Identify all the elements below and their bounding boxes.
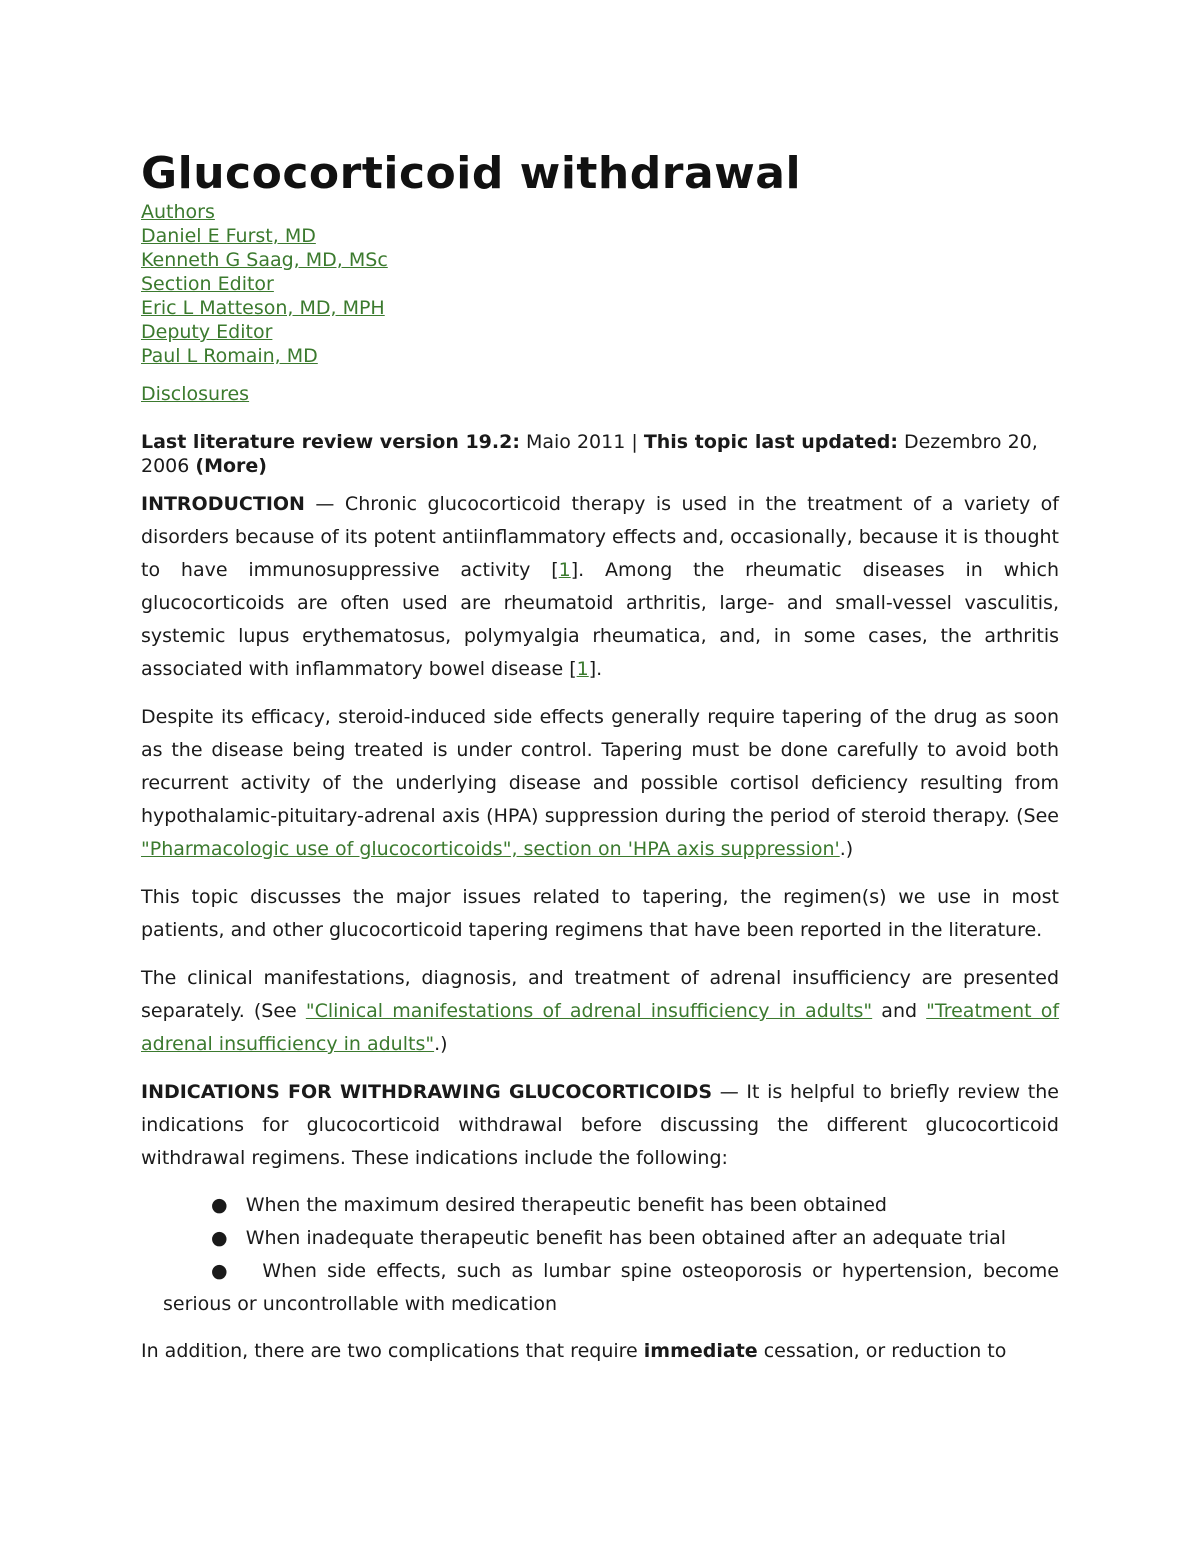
list-item bbox=[141, 1189, 1059, 1222]
adrenal-paragraph bbox=[141, 962, 1059, 1061]
indications-paragraph bbox=[141, 1076, 1059, 1175]
intro-paragraph bbox=[141, 488, 1059, 686]
intro-text: Chronic glucocorticoid therapy is used in the treatment of a variety of disorders because of its potent antiinflammatory effects and, occasionally, because it is thought to have immunosuppressive activity [ bbox=[141, 493, 1059, 581]
hpa-suppression-link[interactable]: "Pharmacologic use of glucocorticoids", section on 'HPA axis suppression' bbox=[141, 838, 840, 860]
bullet-icon: ● bbox=[211, 1194, 228, 1216]
editor-romain-link[interactable]: Paul L Romain, MD bbox=[141, 345, 318, 367]
indications-list bbox=[141, 1189, 1059, 1321]
emphasis-text: immediate bbox=[643, 1340, 758, 1362]
review-info bbox=[141, 430, 1059, 478]
updated-value: Dezembro 20, 2006 bbox=[141, 431, 1038, 477]
topic-scope-paragraph: This topic discusses the major issues related to tapering, the regimen(s) we use in most patients, and other glucocorticoid tapering regimens that have been reported in the literature. bbox=[141, 886, 1059, 941]
paragraph-text: It is helpful to briefly review the indications for glucocorticoid withdrawal before discussing the different glucocorticoid withdrawal regimens. These indications include the following: bbox=[141, 1081, 1059, 1169]
paragraph-text: Despite its efficacy, steroid-induced side effects generally require tapering of the drug as soon as the disease being treated is under control. Tapering must be done carefully to avoid both recurrent activity of the underlying disease and possible cortisol deficiency resulting from hypothalamic-pituitary-adrenal axis (HPA) suppression during the period of steroid therapy. (See bbox=[141, 706, 1059, 827]
list-item-text: When side effects, such as lumbar spine osteoporosis or hypertension, become serious or uncontrollable with medication bbox=[163, 1260, 1059, 1315]
clinical-manifestations-link[interactable]: "Clinical manifestations of adrenal insufficiency in adults" bbox=[305, 1000, 873, 1022]
intro-heading: INTRODUCTION bbox=[141, 493, 305, 515]
tapering-paragraph bbox=[141, 701, 1059, 866]
disclosures-link[interactable]: Disclosures bbox=[141, 383, 250, 405]
updated-label: This topic last updated: bbox=[643, 431, 898, 453]
document-page bbox=[141, 148, 1059, 1368]
reference-link[interactable]: 1 bbox=[558, 559, 571, 581]
editor-matteson-link[interactable]: Eric L Matteson, MD, MPH bbox=[141, 297, 385, 319]
bullet-icon: ● bbox=[211, 1227, 228, 1249]
deputy-editor-link[interactable]: Deputy Editor bbox=[141, 321, 273, 343]
authors-link[interactable]: Authors bbox=[141, 201, 215, 223]
paragraph-text: The clinical manifestations, diagnosis, and treatment of adrenal insufficiency are presented separately. (See bbox=[141, 967, 1059, 1022]
section-editor-link[interactable]: Section Editor bbox=[141, 273, 274, 295]
list-item bbox=[141, 1255, 1059, 1321]
treatment-link[interactable]: "Treatment of adrenal insufficiency in adults" bbox=[141, 1000, 1060, 1055]
paragraph-text: cessation, or reduction to bbox=[757, 1340, 1007, 1362]
more-link[interactable]: (More) bbox=[195, 455, 267, 477]
paragraph-text: and bbox=[872, 1000, 927, 1022]
indications-heading: INDICATIONS FOR WITHDRAWING GLUCOCORTICOIDS bbox=[141, 1081, 713, 1103]
review-version-value: Maio 2011 | bbox=[519, 431, 644, 453]
review-version-label: Last literature review version 19.2: bbox=[141, 431, 520, 453]
list-item-text: When the maximum desired therapeutic benefit has been obtained bbox=[245, 1194, 887, 1216]
intro-text: ]. Among the rheumatic diseases in which glucocorticoids are often used are rheumatoid arthritis, large- and small-vessel vasculitis, systemic lupus erythematosus, polymyalgia rheumatica, and, in some cases, the arthritis associated with inflammatory bowel disease [ bbox=[141, 559, 1059, 680]
reference-link[interactable]: 1 bbox=[576, 658, 589, 680]
author-saag-link[interactable]: Kenneth G Saag, MD, MSc bbox=[141, 249, 388, 271]
heading-dash: — bbox=[304, 493, 345, 515]
list-item bbox=[141, 1222, 1059, 1255]
paragraph-text: In addition, there are two complications that require bbox=[141, 1340, 644, 1362]
complications-paragraph bbox=[141, 1335, 1059, 1368]
author-list bbox=[141, 200, 1059, 368]
list-item-text: When inadequate therapeutic benefit has been obtained after an adequate trial bbox=[245, 1227, 1007, 1249]
paragraph-text: .) bbox=[839, 838, 854, 860]
bullet-icon: ● bbox=[211, 1260, 232, 1282]
author-furst-link[interactable]: Daniel E Furst, MD bbox=[141, 225, 316, 247]
page-title: Glucocorticoid withdrawal bbox=[141, 148, 802, 199]
paragraph-text: .) bbox=[434, 1033, 448, 1055]
heading-dash: — bbox=[712, 1081, 747, 1103]
intro-text: ]. bbox=[588, 658, 603, 680]
